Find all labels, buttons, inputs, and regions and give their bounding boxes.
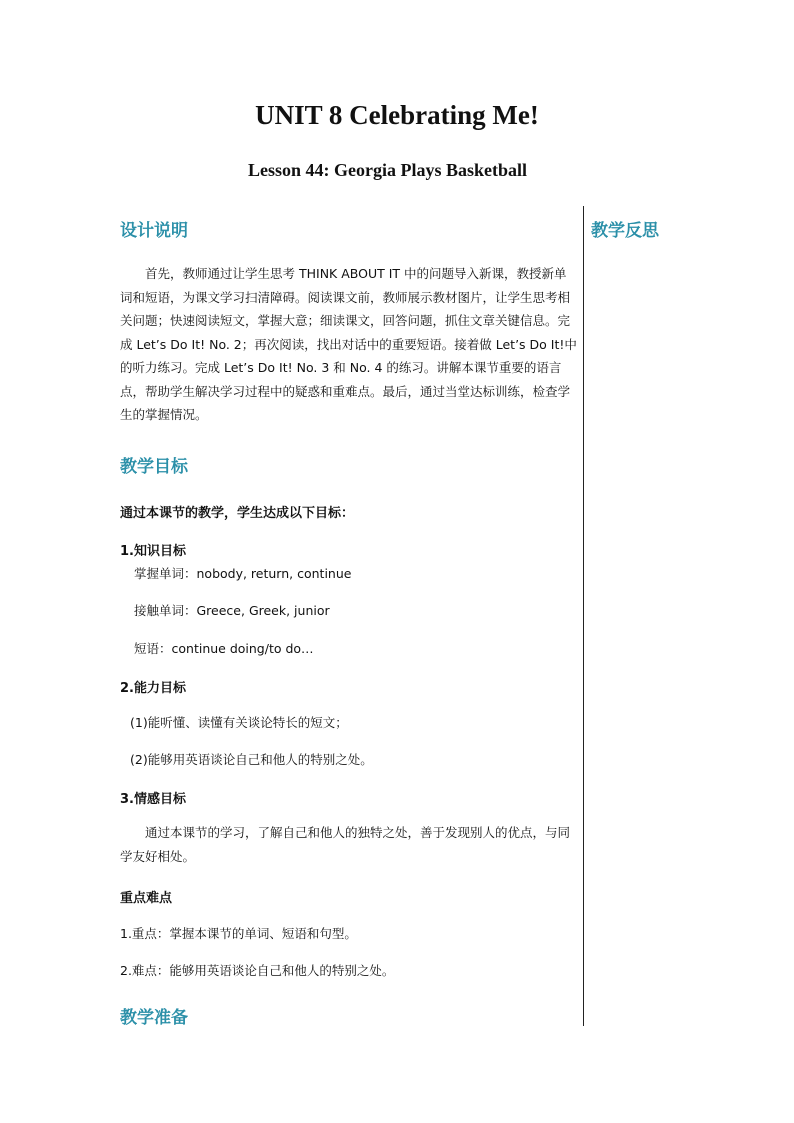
ability-heading: 2.能力目标 <box>120 681 186 696</box>
knowledge-contact-words: 接触单词：Greece, Greek, junior <box>134 603 330 618</box>
emotion-paragraph: 通过本课节的学习，了解自己和他人的独特之处，善于发现别人的优点，与同学友好相处。 <box>120 825 571 864</box>
ability-item-1: (1)能听懂、读懂有关谈论特长的短文； <box>130 715 348 730</box>
reflection-heading: 教学反思 <box>591 221 659 241</box>
objectives-intro: 通过本课节的教学，学生达成以下目标： <box>120 506 355 521</box>
ability-item-2: (2)能够用英语谈论自己和他人的特别之处。 <box>130 752 373 767</box>
emotion-heading: 3.情感目标 <box>120 792 186 807</box>
knowledge-master-words: 掌握单词：nobody, return, continue <box>134 566 352 581</box>
column-divider <box>583 206 584 1026</box>
knowledge-heading: 1.知识目标 <box>120 544 186 559</box>
key-point: 1.重点：掌握本课节的单词、短语和句型。 <box>120 926 357 941</box>
lesson-subtitle: Lesson 44: Georgia Plays Basketball <box>248 160 528 180</box>
page-title: UNIT 8 Celebrating Me! <box>255 100 539 130</box>
key-points-heading: 重点难点 <box>120 891 173 906</box>
preparation-heading: 教学准备 <box>120 1008 188 1028</box>
knowledge-phrases: 短语：continue doing/to do… <box>134 641 314 656</box>
objectives-heading: 教学目标 <box>120 457 188 477</box>
design-heading: 设计说明 <box>120 221 188 241</box>
difficult-point: 2.难点：能够用英语谈论自己和他人的特别之处。 <box>120 963 395 978</box>
design-paragraph: 首先，教师通过让学生思考 THINK ABOUT IT 中的问题导入新课，教授新单词和短语，为课文学习扫清障碍。阅读课文前，教师展示教材图片，让学生思考相关问题；快速阅读短文，掌握大意；细读课文，回答问题，抓住文章关键信息。完成 Let’s Do It! No. 2；再次阅读，找出对话中的重要短语。接着做 Let’s Do It!中的听力练习。完成 Let’s Do It! No. 3 和 No. 4 的练习。讲解本课节重要的语言点，帮助学生解决学习过程中的疑惑和重难点。最后，通过当堂达标训练，检查学生的掌握情况。 <box>120 266 577 422</box>
